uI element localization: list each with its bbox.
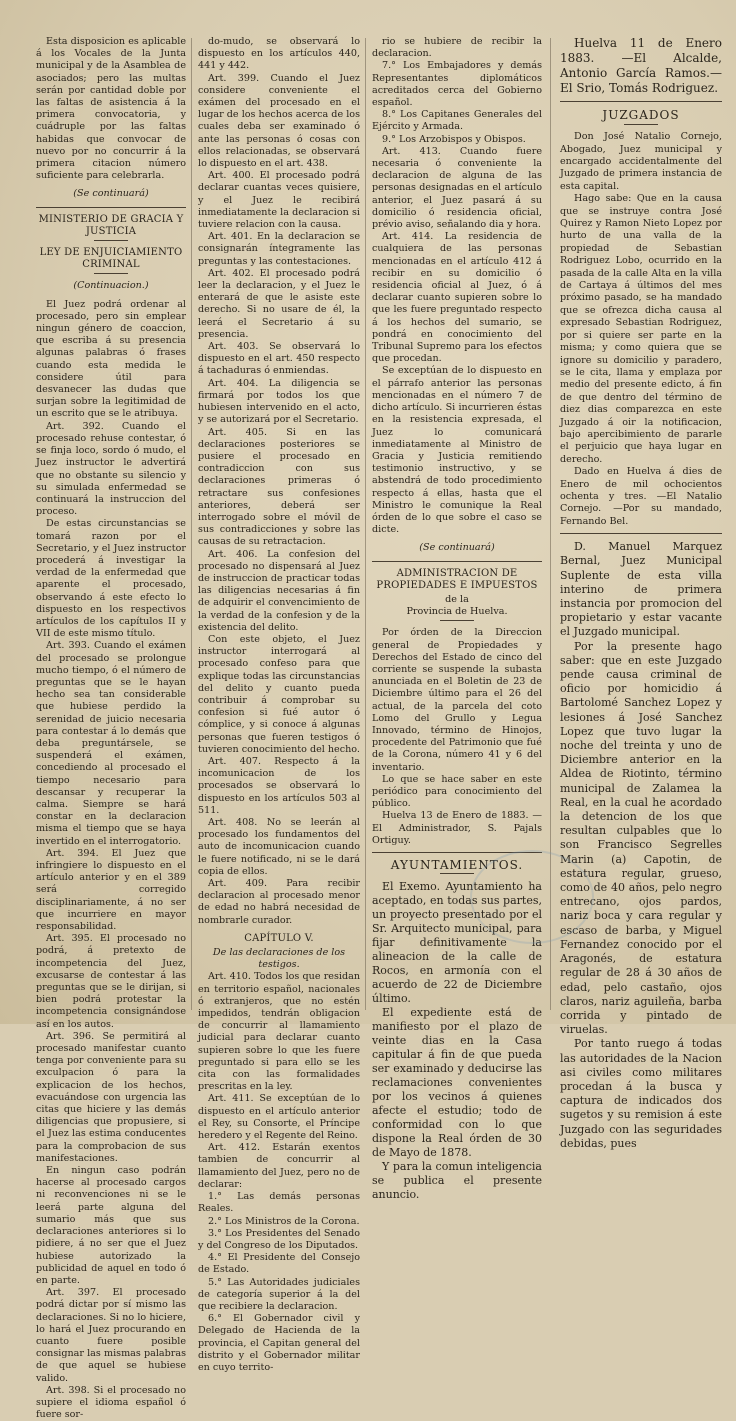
paragraph: Art. 406. La confesion del procesado no dispensará al Juez de instruccion de practicar todas las diligencias necesarias á fin de adquirir el convencimiento de la verdad de la confesion y de la existencia del delito. xyxy=(198,548,360,633)
paragraph: Art. 396. Se permitirá al procesado manifestar cuanto tenga por conveniente para su exculpacion ó para la explicacion de los hechos, evacuándose con urgencia las citas que hiciere y las demás diligencias que propusiere, si el Juez las estima conducentes para la comprobacion de sus manifestaciones. xyxy=(36,1030,186,1164)
paragraph: Art. 404. La diligencia se firmará por todos los que hubiesen intervenido en el acto, y se autorizará por el Secretario. xyxy=(198,377,360,426)
short-rule xyxy=(440,873,474,874)
short-rule xyxy=(94,273,128,274)
paragraph: Art. 401. En la declaracion se consignarán íntegramente las preguntas y las contestaciones. xyxy=(198,231,360,267)
paragraph: Por la presente hago saber: que en este Juzgado pende causa criminal de oficio por homicidio á Bartolomé Sanchez Lopez y lesiones á José Sanchez Lopez que tuvo lugar la noche del treinta y uno de Diciembre anterior en la Aldea de Riotinto, término municipal de Zalamea la Real, en la cual he acordado la detencion de los que resultan culpables que lo son Francisco Segrelles Marin (a) Capotin, de estatura regular, grueso, como de 40 años, pelo negro entrecano, ojos pardos, nariz boca y cara regular y escaso de barba, y Miguel Fernandez conocido por el Aragonés, de estatura regular de 28 á 30 años de edad, pelo castaño, ojos claros, nariz aguileña, barba corrida y pintado de viruelas. xyxy=(560,639,722,1037)
ayuntamientos-notice xyxy=(372,880,542,1202)
column-3 xyxy=(372,36,542,1202)
paragraph: Art. 394. El Juez que infringiere lo dispuesto en el artículo anterior y en el 389 será corregido disciplinariamente, á no ser que incurriere en mayor responsabilidad. xyxy=(36,847,186,933)
short-rule xyxy=(94,240,128,241)
juzgados-heading: JUZGADOS xyxy=(602,108,680,122)
paragraph: Por tanto ruego á todas las autoridades de la Nacion asi civiles como militares procedan á la busca y captura de indicados dos sugetos y su remision á este Juzgado con las seguridades debidas, pues xyxy=(560,1037,722,1150)
paragraph: Art. 408. No se leerán al procesado los fundamentos del auto de incomunicacion cuando le fuere notificado, ni se le dará copia de ellos. xyxy=(198,817,360,877)
signature-line: Huelva 11 de Enero 1883. —El Alcalde, Antonio García Ramos.—El Srio, Tomás Rodriguez. xyxy=(560,36,722,95)
paragraph: Se exceptúan de lo dispuesto en el párrafo anterior las personas mencionadas en el número 7 de dicho artículo. Si incurrieren éstas en la resistencia expresada, el Juez lo comunicará inmediatamente al Ministro de Gracia y Justicia remitiendo testimonio instructivo, y se abstendrá de todo procedimiento respecto á ellas, hasta que el Ministro le comunique la Real órden de lo que sobre el caso se dicte. xyxy=(372,365,542,536)
paragraph: De estas circunstancias se tomará razon por el Secretario, y el Juez instructor procederá á investigar la verdad de la enfermedad que aparente el procesado, observando á este efecto lo dispuesto en los respectivos artículos de los capítulos II y VII de este mismo título. xyxy=(36,518,186,640)
edict-first xyxy=(560,131,722,528)
paragraph: Art. 399. Cuando el Juez considere conveniente el exámen del procesado en el lugar de los hechos acerca de los cuales deba ser examinado ó ante las personas ó cosas con ellos relacionadas, se observará lo dispuesto en el art. 438. xyxy=(198,72,360,170)
paragraph: Art. 407. Respecto á la incomunicacion de los procesados se observará lo dispuesto en los artículos 503 al 511. xyxy=(198,755,360,816)
column-4 xyxy=(560,36,722,1150)
paragraph: Art. 413. Cuando fuere necesaria ó conveniente la declaracion de alguna de las personas designadas en el artículo anterior, el Juez pasará á su domicilio ó residencia oficial, prévio aviso, señalando dia y hora. xyxy=(372,145,542,231)
short-rule xyxy=(440,620,474,621)
column-divider xyxy=(550,38,551,1010)
signature-line: Huelva 13 de Enero de 1883. — El Administrador, S. Pajals Ortiguy. xyxy=(372,810,542,846)
article-list xyxy=(36,299,186,1421)
continuation-note: (Se continuará) xyxy=(419,542,495,554)
paragraph: Art. 412. Estarán exentos tambien de concurrir al llamamiento del Juez, pero no de declarar: xyxy=(198,1142,360,1190)
paragraph: Art. 398. Si el procesado no supiere el idioma español ó fuere sor- xyxy=(36,1384,186,1421)
list-item: 1.° Las demás personas Reales. xyxy=(198,1191,360,1215)
list-item: 2.° Los Ministros de la Corona. xyxy=(208,1215,360,1227)
ministry-heading: MINISTERIO DE GRACIA Y JUSTICIA xyxy=(38,213,184,237)
ayuntamientos-heading: AYUNTAMIENTOS. xyxy=(390,858,524,872)
paragraph: Art. 402. El procesado podrá leer la declaracion, y el Juez le enterará de que le asiste este derecho. Si no usare de él, la leerá el Secretario á su presencia. xyxy=(198,267,360,340)
section-rule xyxy=(372,852,542,853)
section-rule xyxy=(560,533,722,534)
paragraph: Hago sabe: Que en la causa que se instruye contra José Quirez y Ramon Nieto Lopez por hurto de una valla de la propiedad de Sebastian Rodriguez Lobo, ocurrido en la pasada de la calle Alta en la villa de Cartaya á últimos del mes próximo pasado, se ha mandado que se ofrezca dicha causa al expresado Sebastian Rodriguez, por si quiere ser parte en la misma; y como quiera que se ignore su domicilio y paradero, se le cita, llama y emplaza por medio del presente edicto, á fin de que dentro del término de diez dias comparezca en este Juzgado á oir la notificacion, bajo apercibimiento de pararle el perjuicio que haya lugar en derecho. xyxy=(560,193,722,465)
section-rule xyxy=(560,101,722,102)
paragraph: Dado en Huelva á dies de Enero de mil ochocientos ochenta y tres. —El Natalio Cornejo. —Por su mandado, Fernando Bel. xyxy=(560,466,722,527)
paragraph: rio se hubiere de recibir la declaracion. xyxy=(372,36,542,60)
column-1 xyxy=(36,36,186,1421)
list-item: 5.° Las Autoridades judiciales de categoría superior á la del que recibiere la declaracion. xyxy=(198,1276,360,1312)
paragraph: Art. 405. Si en las declaraciones posteriores se pusiere el procesado en contradiccion con sus declaraciones primeras ó retractare sus confesiones anteriores, deberá ser interrogado sobre el móvil de sus contradicciones y sobre las causas de su retractacion. xyxy=(198,426,360,548)
paragraph: El Exemo. Ayuntamiento ha aceptado, en todas sus partes, un proyecto presentado por el Sr. Arquitecto municipal, para fijar definitivamente la alineacion de la calle de Rocos, en armonía con el acuerdo de 22 de Diciembre último. xyxy=(372,880,542,1006)
list-item: 6.° El Gobernador civil y Delegado de Hacienda de la provincia, el Capitan general del distrito y el Gobernador militar en cuyo territo- xyxy=(198,1313,360,1373)
chapter-heading: CAPÍTULO V. xyxy=(244,932,314,944)
paragraph: Art. 409. Para recibir declaracion al procesado menor de edad no habrá necesidad de nombrarle curador. xyxy=(198,878,360,926)
column-2 xyxy=(198,36,360,1373)
paragraph: Por órden de la Direccion general de Propiedades y Derechos del Estado de cinco del corriente se suspende la subasta anunciada en el Boletin de 23 de Diciembre último para el 26 del actual, de la parcela del coto Lomo del Grullo y Legua Innovado, término de Hinojos, procedente del Patrimonio que fué de la Corona, número 41 y 6 del inventario. xyxy=(372,627,542,773)
administration-subheading: Provincia de Huelva. xyxy=(406,606,508,618)
law-heading: LEY DE ENJUICIAMIENTO CRIMINAL xyxy=(39,247,183,271)
paragraph: D. Manuel Marquez Bernal, Juez Municipal Suplente de esta villa interino de primera instancia por promocion del propietario y estar vacante el Juzgado municipal. xyxy=(560,540,722,639)
paragraph: do-mudo, se observará lo dispuesto en los artículos 440, 441 y 442. xyxy=(198,36,360,72)
paragraph: Con este objeto, el Juez instructor interrogará al procesado confeso para que explique todas las circunstancias del delito y cuanto pueda contribuir á comprobar su confesion si fué autor ó cómplice, y si conoce á algunas personas que fueren testigos ó tuvieren conocimiento del hecho. xyxy=(198,633,360,755)
continuation-heading: (Continuacion.) xyxy=(73,280,149,292)
list-item: 9.° Los Arzobispos y Obispos. xyxy=(382,133,526,145)
intro-paragraph: Esta disposicion es aplicable á los Vocales de la Junta municipal y de la Asamblea de asociados; pero las multas serán por cantidad doble por las faltas de asistencia á la primera convocatoria, y cuádruple por las faltas habidas que convocar de nuevo por no concurrir á la primera citacion número suficiente para celebrarla. xyxy=(36,36,186,182)
paragraph: Art. 411. Se exceptúan de lo dispuesto en el artículo anterior el Rey, su Consorte, el Príncipe heredero y el Regente del Reino. xyxy=(198,1093,360,1142)
chapter-title: De las declaraciones de los testigos. xyxy=(212,947,346,971)
paragraph: El expediente está de manifiesto por el plazo de veinte dias en la Casa capitular á fin de que pueda ser examinado y deducirse las reclamaciones convenientes por los vecinos á quienes afecte el estudio; todo de conformidad con lo que dispone la Real órden de 30 de Mayo de 1878. xyxy=(372,1006,542,1160)
paragraph: Art. 392. Cuando el procesado rehuse contestar, ó se finja loco, sordo ó mudo, el Juez instructor le advertirá que no obstante su silencio y su simulada enfermedad se continuará la instruccion del proceso. xyxy=(36,420,186,518)
list-item: 8.° Los Capitanes Generales del Ejército y Armada. xyxy=(372,109,542,133)
list-item: 4.° El Presidente del Consejo de Estado. xyxy=(198,1252,360,1276)
list-item: 7.° Los Embajadores y demás Representantes diplomáticos acreditados cerca del Gobierno español. xyxy=(372,60,542,109)
paragraph: Art. 393. Cuando el exámen del procesado se prolongue mucho tiempo, ó el número de preguntas que se le hayan hecho sea tan considerable que hubiese perdido la serenidad de juicio necesaria para contestar á lo demás que deba preguntársele, se suspenderá el exámen, concediendo al procesado el tiempo necesario para descansar y recuperar la calma. Siempre se hará constar en la declaracion misma el tiempo que se haya invertido en el interrogatorio. xyxy=(36,640,186,847)
paragraph: Lo que se hace saber en este periódico para conocimiento del público. xyxy=(372,773,542,810)
paragraph: Art. 395. El procesado no podrá, á pretexto de incompetencia del Juez, excusarse de contestar á las preguntas que se le dirijan, si bien podrá protestar la incompetencia consignándose así en los autos. xyxy=(36,933,186,1030)
list-item: 3.° Los Presidentes del Senado y del Congreso de los Diputados. xyxy=(198,1227,360,1251)
paragraph: Art. 397. El procesado podrá dictar por sí mismo las declaraciones. Si no lo hiciere, lo hará el Juez procurando en cuanto fuere posible consignar las mismas palabras de que aquel se hubiese valido. xyxy=(36,1287,186,1384)
administration-heading: ADMINISTRACION DE PROPIEDADES E IMPUESTOS xyxy=(376,567,538,591)
paragraph: Y para la comun inteligencia se publica el presente anuncio. xyxy=(372,1160,542,1202)
section-rule xyxy=(36,207,186,208)
paragraph: Art. 410. Todos los que residan en territorio español, nacionales ó extranjeros, que no estén impedidos, tendrán obligacion de concurrir al llamamiento judicial para declarar cuanto supieren sobre lo que les fuere preguntado si para ello se les cita con las formalidades prescritas en la ley. xyxy=(198,971,360,1093)
administration-subheading: de la xyxy=(445,593,469,605)
paragraph: En ningun caso podrán hacerse al procesado cargos ni reconvenciones ni se le leerá parte alguna del sumario más que sus declaraciones anteriores si lo pidiere, á no ser que el Juez hubiese autorizado la publicidad de aquel en todo ó en parte. xyxy=(36,1165,186,1286)
paragraph: Art. 414. La residencia de cualquiera de las personas mencionadas en el artículo 412 á recibir en su domicilio ó residencia oficial al Juez, ó á declarar cuanto supieren sobre lo que les fuere preguntado respecto á los hechos del sumario, se pondrá en conocimiento del Tribunal Supremo para los efectos que procedan. xyxy=(372,231,542,365)
continuation-note: (Se continuará) xyxy=(73,188,149,200)
short-rule xyxy=(624,124,658,125)
column-divider xyxy=(365,38,366,1010)
section-rule xyxy=(372,561,542,562)
paragraph: Art. 403. Se observará lo dispuesto en el art. 450 respecto á tachaduras ó enmiendas. xyxy=(198,341,360,377)
paragraph: Art. 400. El procesado podrá declarar cuantas veces quisiere, y el Juez le recibirá inmediatamente la declaracion si tuviere relacion con la causa. xyxy=(198,170,360,231)
column-divider xyxy=(191,38,192,1010)
paragraph: Don José Natalio Cornejo, Abogado, Juez municipal y encargado accidentalmente del Juzgado de primera instancia de esta capital. xyxy=(560,131,722,192)
edict-second xyxy=(560,540,722,1151)
paragraph: El Juez podrá ordenar al procesado, pero sin emplear ningun género de coaccion, que escriba á su presencia algunas palabras ó frases cuando esta medida le considere útil para desvanecer las dudas que surjan sobre la legitimidad de un escrito que se le atribuya. xyxy=(36,298,186,420)
